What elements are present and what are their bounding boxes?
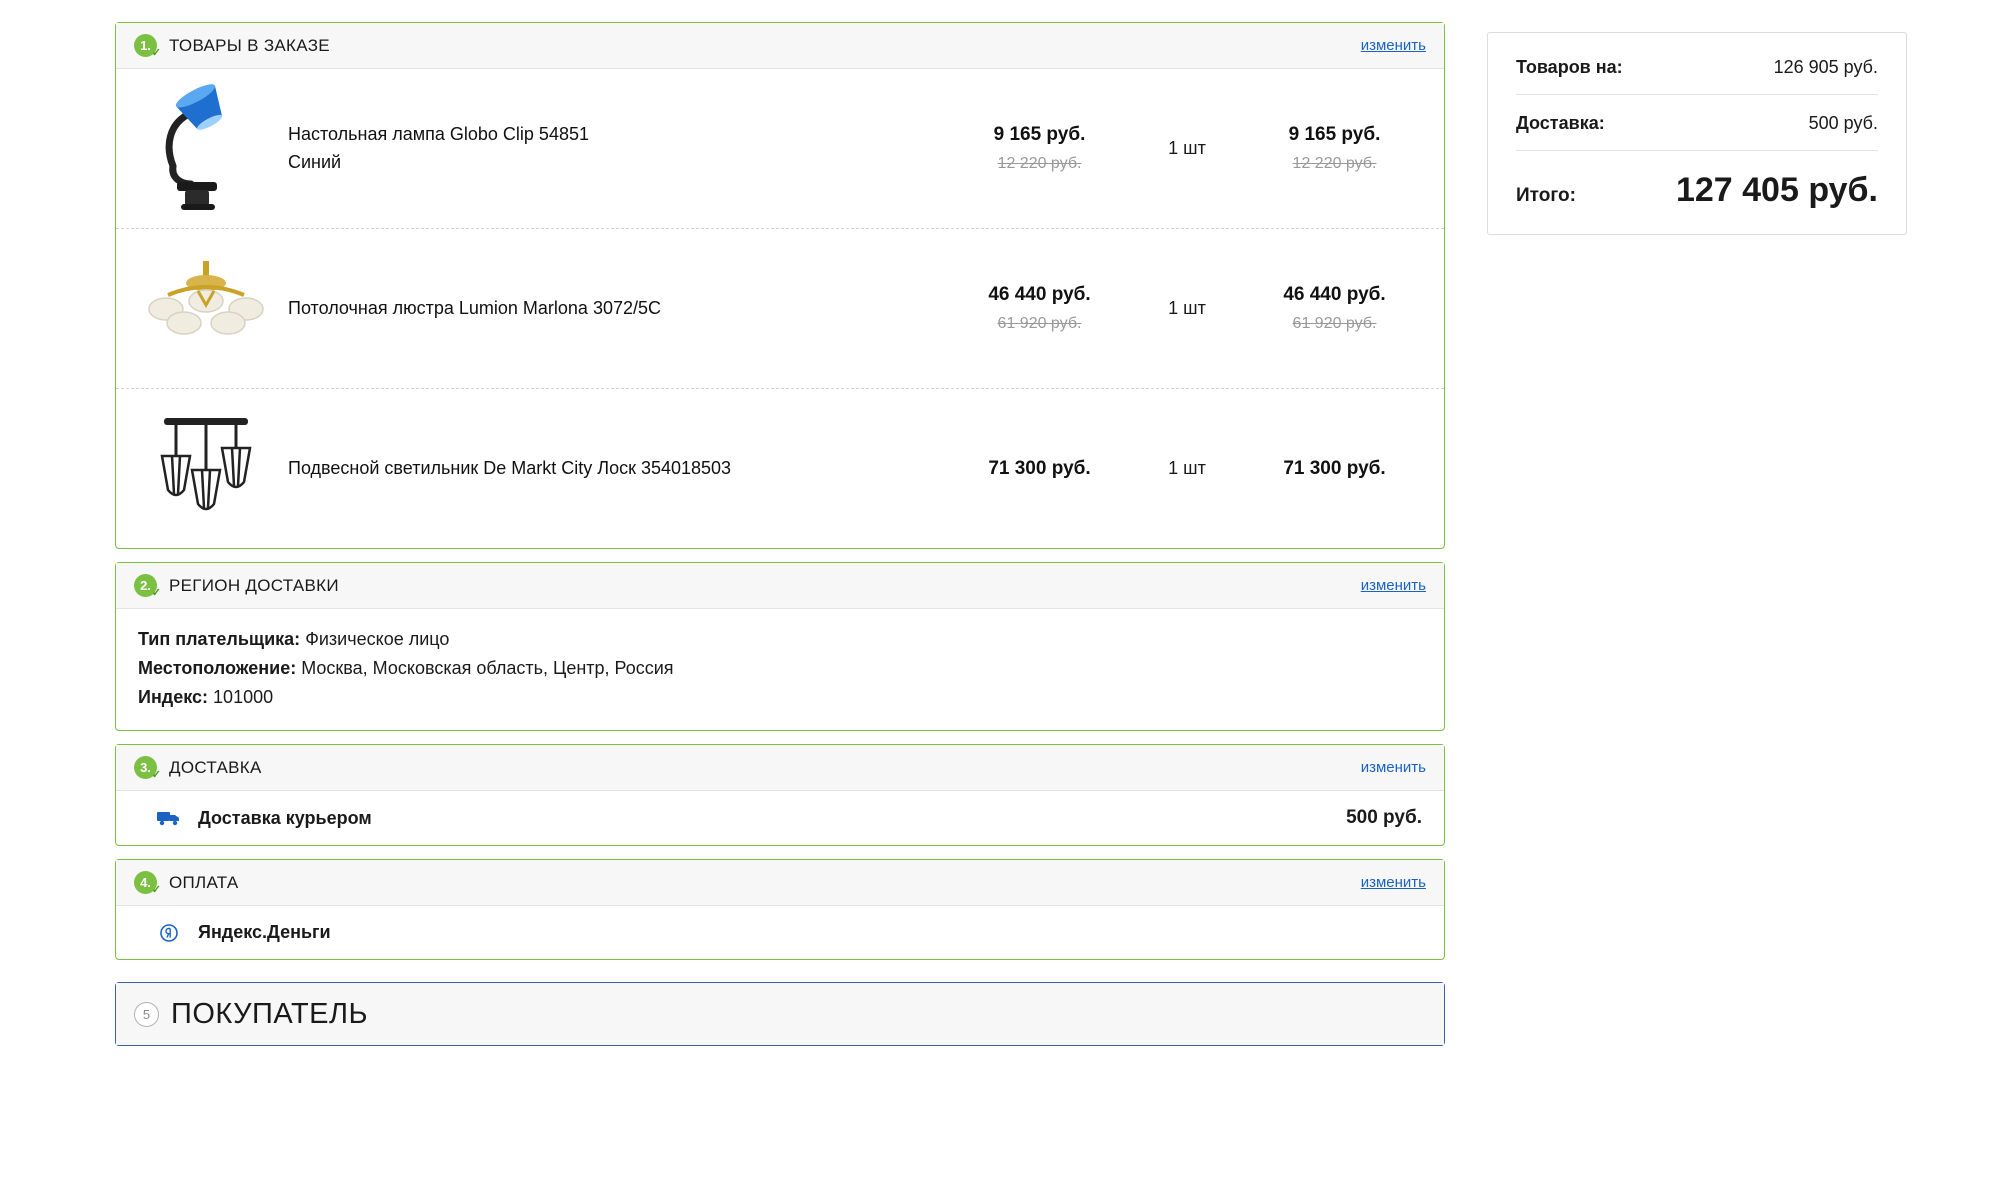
item-variant: Синий	[288, 151, 342, 172]
payer-type-label: Тип плательщика:	[138, 629, 301, 649]
delivery-method-block	[115, 744, 1445, 846]
delivery-option-label: Доставка курьером	[198, 807, 372, 828]
order-item-row	[116, 229, 1444, 389]
check-icon: ✓	[151, 47, 161, 59]
item-title[interactable]: Подвесной светильник De Markt City Лоск 354018503	[288, 457, 732, 478]
step-number: 4.	[140, 875, 151, 891]
step-badge-2	[134, 574, 161, 599]
delivery-region-body	[116, 609, 1444, 730]
order-item-price-cell	[952, 458, 1127, 480]
order-item-qty: 1 шт	[1168, 138, 1206, 158]
order-item-row	[116, 69, 1444, 229]
order-item-name[interactable]	[288, 295, 952, 323]
order-items-block	[115, 22, 1445, 549]
step-badge-1	[134, 34, 161, 59]
edit-delivery-link[interactable]: изменить	[1360, 759, 1426, 777]
order-item-price-cell	[952, 284, 1127, 333]
check-icon: ✓	[151, 587, 161, 599]
item-old-sum: 61 920 руб.	[1292, 315, 1377, 332]
summary-total-label: Итого:	[1516, 185, 1576, 206]
summary-delivery-value: 500 руб.	[1808, 113, 1878, 133]
item-price: 71 300 руб.	[988, 457, 1091, 479]
payer-type-value: Физическое лицо	[305, 629, 450, 649]
item-title[interactable]: Настольная лампа Globo Clip 54851	[288, 123, 589, 144]
delivery-option-row[interactable]	[116, 791, 1444, 845]
ceiling-chandelier-icon	[146, 241, 266, 376]
item-price: 9 165 руб.	[993, 124, 1086, 145]
step-number: 3.	[140, 760, 151, 776]
location-label: Местоположение:	[138, 658, 297, 679]
order-item-name[interactable]	[288, 121, 952, 177]
order-item-qty: 1 шт	[1168, 298, 1206, 318]
order-summary-panel	[1487, 32, 1907, 235]
edit-items-link[interactable]: изменить	[1360, 37, 1426, 54]
delivery-region-block	[115, 562, 1445, 731]
summary-goods-value: 126 905 руб.	[1773, 57, 1878, 77]
buyer-block	[115, 982, 1445, 1046]
summary-total-row	[1516, 151, 1878, 210]
edit-payment-link[interactable]: изменить	[1360, 874, 1426, 892]
truck-icon	[156, 810, 182, 826]
order-item-name[interactable]	[288, 455, 952, 483]
location-value: Москва, Московская область, Центр, Россия	[301, 658, 674, 679]
order-item-sum-cell	[1247, 458, 1422, 480]
index-value: 101000	[213, 687, 274, 708]
index-label: Индекс:	[138, 687, 209, 708]
step-number: 1.	[140, 38, 151, 53]
step-number: 5	[142, 1006, 151, 1022]
order-items-header	[116, 23, 1444, 69]
item-price: 46 440 руб.	[988, 284, 1091, 305]
pendant-lamp-icon	[146, 401, 266, 536]
payment-option-label: Яндекс.Деньги	[198, 922, 331, 943]
buyer-header	[116, 983, 1444, 1045]
step-number: 2.	[140, 578, 151, 593]
index-row	[138, 683, 1422, 712]
order-summary-column	[1487, 32, 1907, 235]
yandex-money-icon	[156, 924, 182, 942]
order-item-row	[116, 389, 1444, 548]
delivery-option-price: 500 руб.	[1346, 807, 1422, 829]
delivery-region-header	[116, 563, 1444, 609]
summary-delivery-label: Доставка:	[1516, 113, 1605, 133]
checkout-main-column	[115, 22, 1445, 1059]
summary-total-value: 127 405 руб.	[1675, 171, 1878, 209]
summary-delivery-row	[1516, 95, 1878, 151]
summary-goods-label: Товаров на:	[1516, 57, 1623, 77]
payment-block	[115, 859, 1445, 960]
order-items-title: ТОВАРЫ В ЗАКАЗЕ	[169, 35, 330, 55]
buyer-title: ПОКУПАТЕЛЬ	[171, 997, 369, 1030]
edit-region-link[interactable]: изменить	[1360, 577, 1426, 594]
desk-lamp-blue-icon	[146, 81, 266, 216]
step-badge-3	[134, 756, 161, 782]
item-sum: 71 300 руб.	[1283, 457, 1386, 479]
check-icon: ✓	[151, 884, 161, 897]
item-old-price: 61 920 руб.	[997, 315, 1082, 332]
item-old-sum: 12 220 руб.	[1292, 155, 1377, 172]
payment-option-row[interactable]	[116, 906, 1444, 959]
order-item-price-cell	[952, 124, 1127, 173]
order-item-sum-cell	[1247, 284, 1422, 333]
step-badge-4	[134, 871, 161, 897]
order-item-qty: 1 шт	[1168, 458, 1206, 478]
delivery-region-title: РЕГИОН ДОСТАВКИ	[169, 575, 339, 595]
payment-title: ОПЛАТА	[169, 872, 239, 892]
step-badge-5	[134, 1002, 159, 1027]
delivery-method-header	[116, 745, 1444, 791]
item-title[interactable]: Потолочная люстра Lumion Marlona 3072/5C	[288, 297, 661, 318]
payer-type-row	[138, 625, 1422, 654]
location-row	[138, 654, 1422, 683]
item-old-price: 12 220 руб.	[997, 155, 1082, 172]
summary-goods-row	[1516, 39, 1878, 95]
order-item-sum-cell	[1247, 124, 1422, 173]
payment-header	[116, 860, 1444, 906]
delivery-method-title: ДОСТАВКА	[169, 757, 262, 777]
check-icon: ✓	[151, 769, 161, 782]
item-sum: 46 440 руб.	[1283, 284, 1386, 305]
item-sum: 9 165 руб.	[1288, 124, 1381, 145]
